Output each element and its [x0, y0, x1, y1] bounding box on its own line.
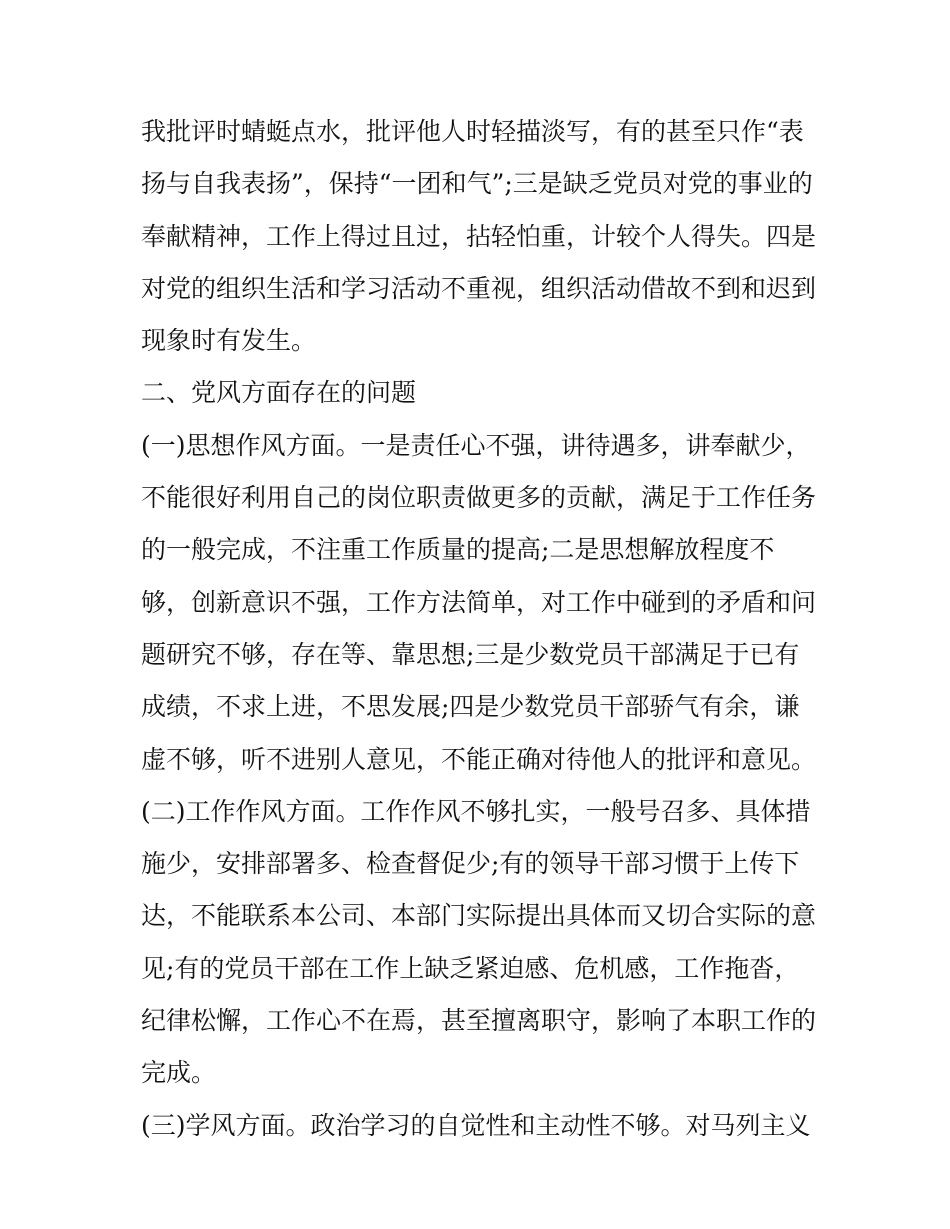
text-line-16: 达，不能联系本公司、本部门实际提出具体而又切合实际的意: [141, 901, 817, 931]
text-line-9: 的一般完成，不注重工作质量的提高;二是思想解放程度不: [141, 535, 775, 565]
text-line-13: 虚不够，听不进别人意见，不能正确对待他人的批评和意见。: [141, 744, 817, 774]
text-line-5: 现象时有发生。: [141, 326, 317, 356]
text-line-11: 题研究不够，存在等、靠思想;三是少数党员干部满足于已有: [141, 639, 800, 669]
text-line-3: 奉献精神，工作上得过且过，拈轻怕重，计较个人得失。四是: [141, 221, 817, 251]
document-body: [141, 106, 821, 1152]
text-line-18: 纪律松懈，工作心不在焉，甚至擅离职守，影响了本职工作的: [141, 1006, 817, 1036]
text-line-19: 完成。: [141, 1058, 217, 1088]
text-line-20: (三)学风方面。政治学习的自觉性和主动性不够。对马列主义: [141, 1110, 811, 1140]
text-line-7: (一)思想作风方面。一是责任心不强，讲待遇多，讲奉献少，: [141, 430, 811, 460]
section-heading: 二、党风方面存在的问题: [141, 378, 417, 408]
text-line-17: 见;有的党员干部在工作上缺乏紧迫感、危机感，工作拖沓，: [141, 953, 800, 983]
text-line-14: (二)工作作风方面。工作作风不够扎实，一般号召多、具体措: [141, 796, 811, 826]
text-line-1: 我批评时蜻蜓点水，批评他人时轻描淡写，有的甚至只作“表: [141, 117, 804, 146]
text-line-8: 不能很好利用自己的岗位职责做更多的贡献，满足于工作任务: [141, 483, 817, 513]
text-line-12: 成绩，不求上进，不思发展;四是少数党员干部骄气有余，谦: [141, 692, 800, 722]
text-line-4: 对党的组织生活和学习活动不重视，组织活动借故不到和迟到: [141, 273, 817, 303]
text-line-15: 施少，安排部署多、检查督促少;有的领导干部习惯于上传下: [141, 849, 800, 879]
text-line-2: 扬与自我表扬”，保持“一团和气”;三是缺乏党员对党的事业的: [141, 169, 813, 199]
text-line-10: 够，创新意识不强，工作方法简单，对工作中碰到的矛盾和问: [141, 587, 817, 617]
